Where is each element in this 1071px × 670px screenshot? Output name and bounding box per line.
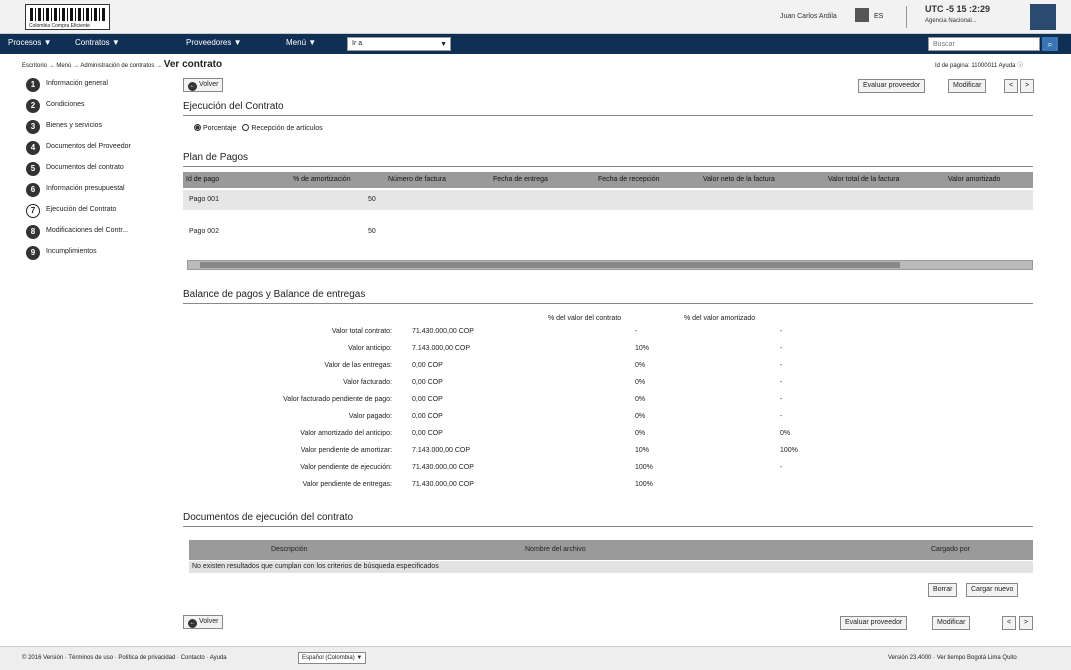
balance-pct-contract: 0% — [635, 396, 646, 403]
prev-button-bottom[interactable]: < — [1002, 616, 1016, 630]
page-title: Ver contrato — [163, 59, 223, 70]
col-header[interactable]: Valor amortizado — [948, 176, 1001, 183]
payment-id: Pago 001 — [189, 196, 219, 203]
scrollbar-thumb[interactable] — [200, 262, 900, 268]
col-header[interactable]: Descripción — [271, 546, 308, 553]
go-to-label: Ir a — [352, 40, 363, 47]
sidebar-item-label: Bienes y servicios — [46, 122, 103, 129]
balance-label: Valor facturado pendiente de pago: — [283, 396, 392, 403]
divider — [183, 526, 1033, 527]
next-button[interactable]: > — [1020, 79, 1034, 93]
col-header[interactable]: Número de factura — [388, 176, 446, 183]
balance-col-amortized: % del valor amortizado — [684, 315, 756, 322]
payment-percent: 50 — [368, 228, 376, 235]
nav-menu[interactable]: Menú ▼ — [286, 38, 317, 47]
back-arrow-icon: ← — [189, 620, 196, 626]
sidebar-item-modifications[interactable] — [22, 223, 170, 241]
logo-mark — [30, 8, 106, 21]
footer — [0, 646, 1071, 670]
modify-button-bottom[interactable]: Modificar — [932, 616, 970, 630]
balance-pct-contract: 10% — [635, 345, 650, 352]
balance-pct-amortized: 0% — [780, 430, 791, 437]
nav-procesos[interactable]: Procesos ▼ — [8, 38, 52, 47]
radio-reception[interactable] — [242, 124, 249, 131]
col-header[interactable]: Fecha de entrega — [493, 176, 548, 183]
main-nav — [0, 34, 1071, 54]
step-number: 9 — [26, 246, 40, 260]
step-number: 7 — [26, 204, 40, 218]
divider — [906, 6, 907, 28]
col-header[interactable]: % de amortización — [293, 176, 351, 183]
delete-button[interactable]: Borrar — [928, 583, 957, 597]
balance-pct-amortized: - — [780, 379, 783, 386]
search-input[interactable] — [928, 37, 1040, 51]
balance-label: Valor amortizado del anticipo: — [300, 430, 392, 437]
back-arrow-icon: ← — [189, 83, 196, 89]
sidebar-item-breaches[interactable] — [22, 244, 170, 262]
top-bar — [0, 0, 1071, 34]
col-header[interactable]: Cargado por — [931, 546, 970, 553]
balance-value: 0,00 COP — [412, 396, 443, 403]
balance-value: 0,00 COP — [412, 413, 443, 420]
page-id: Id de página: 11000011 Ayuda ⓘ — [935, 63, 1024, 69]
footer-version: Versión 23.4000 · Ver tiempo Bogotá Lima Quito — [888, 655, 1017, 661]
radio-percent[interactable] — [194, 124, 201, 131]
payment-id: Pago 002 — [189, 228, 219, 235]
divider — [183, 166, 1033, 167]
col-header[interactable]: Id de pago — [186, 176, 220, 183]
step-number: 4 — [26, 141, 40, 155]
sidebar-item-general[interactable] — [22, 76, 170, 94]
back-label: Volver — [199, 81, 219, 88]
entity-selector[interactable]: Agencia Nacional... — [925, 18, 977, 24]
balance-pct-amortized: - — [780, 362, 783, 369]
sidebar-item-label: Ejecución del Contrato — [46, 206, 117, 213]
load-new-button[interactable]: Cargar nuevo — [966, 583, 1018, 597]
balance-label: Valor pendiente de entregas: — [302, 481, 392, 488]
step-number: 8 — [26, 225, 40, 239]
search-icon[interactable]: ⌕ — [1042, 37, 1058, 51]
balance-pct-contract: 100% — [635, 464, 653, 471]
clock: UTC -5 15 :2:29 — [925, 4, 991, 14]
balance-pct-amortized: - — [780, 464, 783, 471]
col-header[interactable]: Valor total de la factura — [828, 176, 900, 183]
col-header[interactable]: Valor neto de la factura — [703, 176, 775, 183]
balance-value: 7.143.000,00 COP — [412, 447, 470, 454]
back-button-bottom[interactable] — [183, 615, 223, 629]
sidebar-item-conditions[interactable] — [22, 97, 170, 115]
flag-icon[interactable] — [855, 8, 869, 22]
sidebar-item-label: Documentos del Proveedor — [46, 143, 131, 150]
balance-pct-amortized: - — [780, 345, 783, 352]
sidebar-item-provider-docs[interactable] — [22, 139, 170, 157]
table-row[interactable] — [183, 190, 1033, 210]
chevron-down-icon: ▼ — [440, 41, 447, 48]
balance-pct-contract: 0% — [635, 413, 646, 420]
next-button-bottom[interactable]: > — [1019, 616, 1033, 630]
sidebar-item-label: Incumplimientos — [46, 248, 97, 255]
step-number: 2 — [26, 99, 40, 113]
balance-pct-amortized: - — [780, 328, 783, 335]
user-link[interactable]: Juan Carlos Ardila — [780, 13, 837, 20]
balance-col-contract: % del valor del contrato — [548, 315, 622, 322]
nav-contratos[interactable]: Contratos ▼ — [75, 38, 120, 47]
balance-pct-contract: 0% — [635, 379, 646, 386]
balance-title: Balance de pagos y Balance de entregas — [183, 289, 366, 300]
documents-table-header — [189, 540, 1033, 560]
table-row[interactable] — [183, 222, 1033, 242]
sidebar-item-budget[interactable] — [22, 181, 170, 199]
prev-button[interactable]: < — [1004, 79, 1018, 93]
balance-label: Valor de las entregas: — [324, 362, 392, 369]
breadcrumb-path[interactable]: Escritorio → Menú → Administración de contratos → — [22, 63, 163, 69]
evaluate-provider-button-bottom[interactable]: Evaluar proveedor — [840, 616, 907, 630]
payment-percent: 50 — [368, 196, 376, 203]
step-number: 5 — [26, 162, 40, 176]
back-label: Volver — [199, 618, 219, 625]
language-label[interactable]: ES — [874, 13, 884, 20]
sidebar-item-execution[interactable] — [22, 202, 170, 220]
balance-pct-contract: 0% — [635, 362, 646, 369]
balance-pct-amortized: - — [780, 413, 783, 420]
logo[interactable] — [25, 4, 110, 30]
balance-label: Valor pendiente de ejecución: — [300, 464, 392, 471]
step-number: 6 — [26, 183, 40, 197]
balance-value: 0,00 COP — [412, 430, 443, 437]
balance-value: 71.430.000,00 COP — [412, 464, 474, 471]
sidebar — [22, 76, 170, 265]
divider — [183, 115, 1033, 116]
balance-value: 0,00 COP — [412, 362, 443, 369]
avatar[interactable] — [1030, 4, 1056, 30]
sidebar-item-label: Información general — [46, 80, 108, 87]
balance-label: Valor total contrato: — [331, 328, 392, 335]
payment-plan-title: Plan de Pagos — [183, 152, 249, 163]
payment-table-header — [183, 172, 1033, 188]
back-button[interactable] — [183, 78, 223, 92]
balance-pct-amortized: 100% — [780, 447, 798, 454]
empty-results-message: No existen resultados que cumplan con los criterios de búsqueda especificados — [189, 561, 1033, 573]
balance-value: 0,00 COP — [412, 379, 443, 386]
language-select[interactable]: Español (Colombia) ▼ — [298, 652, 366, 664]
balance-label: Valor facturado: — [343, 379, 392, 386]
step-number: 1 — [26, 78, 40, 92]
balance-label: Valor pendiente de amortizar: — [300, 447, 392, 454]
sidebar-item-label: Modificaciones del Contr... — [46, 227, 129, 234]
radio-percent-label: Porcentaje — [203, 125, 237, 132]
balance-pct-contract: 100% — [635, 481, 653, 488]
balance-pct-amortized: - — [780, 396, 783, 403]
nav-proveedores[interactable]: Proveedores ▼ — [186, 38, 242, 47]
balance-pct-contract: - — [635, 328, 638, 335]
execution-title: Ejecución del Contrato — [183, 101, 284, 112]
sidebar-item-label: Documentos del contrato — [46, 164, 124, 171]
balance-pct-contract: 10% — [635, 447, 650, 454]
col-header[interactable]: Nombre del archivo — [525, 546, 586, 553]
sidebar-item-label: Información presupuestal — [46, 185, 125, 192]
sidebar-item-label: Condiciones — [46, 101, 85, 108]
documents-title: Documentos de ejecución del contrato — [183, 512, 354, 523]
balance-value: 7.143.000,00 COP — [412, 345, 470, 352]
execution-mode — [194, 124, 323, 132]
balance-value: 71.430.000,00 COP — [412, 481, 474, 488]
breadcrumb — [22, 59, 222, 70]
sidebar-item-contract-docs[interactable] — [22, 160, 170, 178]
go-to-select[interactable] — [347, 37, 451, 51]
balance-pct-contract: 0% — [635, 430, 646, 437]
horizontal-scrollbar[interactable] — [187, 260, 1033, 270]
balance-label: Valor pagado: — [348, 413, 392, 420]
balance-value: 71.430.000,00 COP — [412, 328, 474, 335]
sidebar-item-goods[interactable] — [22, 118, 170, 136]
radio-reception-label: Recepción de artículos — [251, 125, 323, 132]
balance-label: Valor anticipo: — [348, 345, 392, 352]
divider — [183, 303, 1033, 304]
col-header[interactable]: Fecha de recepción — [598, 176, 660, 183]
evaluate-provider-button[interactable]: Evaluar proveedor — [858, 79, 925, 93]
step-number: 3 — [26, 120, 40, 134]
logo-text: Colombia Compra Eficiente — [29, 23, 90, 29]
modify-button[interactable]: Modificar — [948, 79, 986, 93]
footer-links[interactable]: © 2016 Versión · Términos de uso · Política de privacidad · Contacto · Ayuda — [22, 655, 227, 661]
